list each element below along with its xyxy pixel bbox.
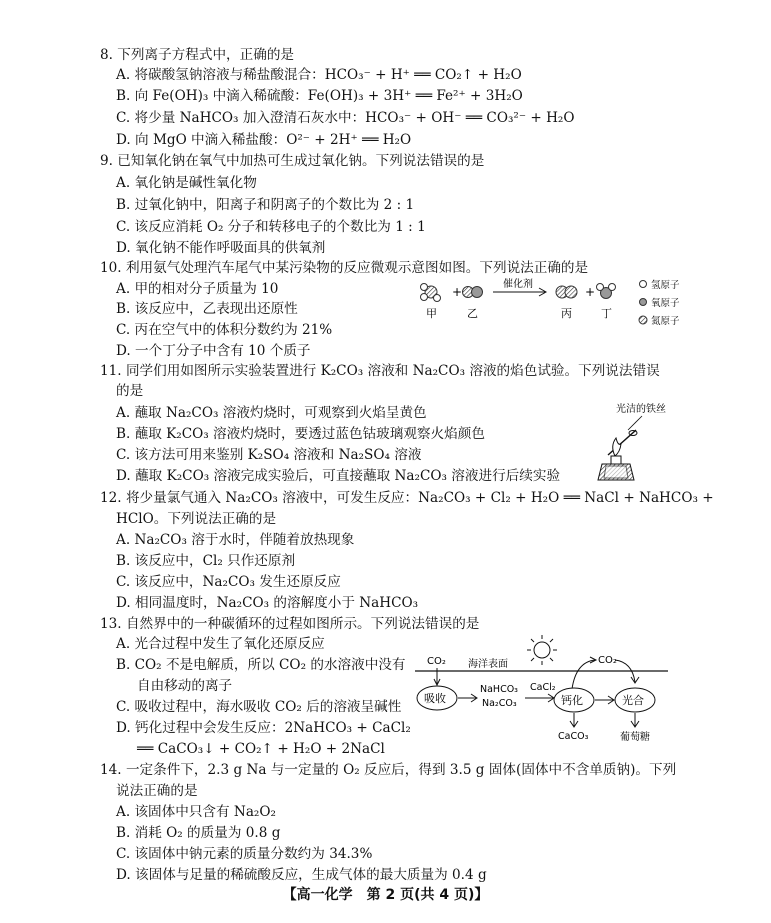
co2-left-label: CO₂: [427, 656, 446, 667]
mid-na2co3: Na₂CO₃: [482, 698, 517, 709]
q13-option-d-line2: ══ CaCO₃↓ + CO₂↑ + H₂O + 2NaCl: [137, 741, 385, 757]
q10-option-c: C. 丙在空气中的体积分数约为 21%: [116, 322, 333, 338]
molecule-yi: [463, 287, 483, 298]
q13-option-d-line1: D. 钙化过程中会发生反应：2NaHCO₃ + CaCl₂: [116, 720, 411, 736]
q12-option-c: C. 该反应中，Na₂CO₃ 发生还原反应: [116, 574, 341, 590]
q14-stem-line1: 14. 一定条件下，2.3 g Na 与一定量的 O₂ 反应后，得到 3.5 g 固体(固体中不含单质钠)。下列: [100, 762, 677, 778]
q11-stem-line2: 的是: [116, 383, 144, 399]
q14-option-d: D. 该固体与足量的稀硫酸反应，生成气体的最大质量为 0.4 g: [116, 867, 487, 883]
q11-option-c: C. 该方法可用来鉴别 K₂SO₄ 溶液和 Na₂SO₄ 溶液: [116, 447, 422, 463]
q12-stem-line1: 12. 将少量氯气通入 Na₂CO₃ 溶液中，可发生反应：Na₂CO₃ + Cl₂ + H₂O ══ NaCl + NaHCO₃ +: [100, 490, 714, 506]
co2-right-label: CO₂: [598, 655, 617, 666]
molecule-ding: [597, 284, 616, 299]
label-bing: 丙: [561, 307, 572, 320]
q8-option-b: B. 向 Fe(OH)₃ 中滴入稀硫酸：Fe(OH)₃ + 3H⁺ ══ Fe²⁺ + 3H₂O: [116, 88, 523, 104]
q11-option-d: D. 蘸取 K₂CO₃ 溶液完成实验后，可直接蘸取 Na₂CO₃ 溶液进行后续实验: [116, 468, 561, 484]
q13-option-c: C. 吸收过程中，海水吸收 CO₂ 后的溶液呈碱性: [116, 699, 402, 715]
q9-option-d: D. 氧化钠不能作呼吸面具的供氧剂: [116, 240, 326, 256]
node-absorb: 吸收: [424, 692, 446, 705]
q13-option-a: A. 光合过程中发生了氧化还原反应: [116, 636, 325, 652]
legend-hydrogen: 氢原子: [651, 280, 680, 291]
q12-option-a: A. Na₂CO₃ 溶于水时，伴随着放热现象: [116, 532, 355, 548]
product-glucose: 葡萄糖: [620, 732, 650, 743]
q14-stem-line2: 说法正确的是: [116, 783, 198, 799]
legend-nitrogen: 氮原子: [651, 316, 680, 327]
reaction-diagram: [415, 276, 705, 344]
q10-option-d: D. 一个丁分子中含有 10 个质子: [116, 343, 311, 359]
q8-option-a: A. 将碳酸氢钠溶液与稀盐酸混合：HCO₃⁻ + H⁺ ══ CO₂↑ + H₂O: [116, 67, 522, 83]
q12-option-d: D. 相同温度时，Na₂CO₃ 的溶解度小于 NaHCO₃: [116, 595, 419, 611]
product-caco3: CaCO₃: [558, 731, 589, 742]
node-calcification: 钙化: [561, 694, 583, 707]
svg-text:+: +: [585, 285, 596, 299]
cacl2-label: CaCl₂: [530, 682, 556, 693]
svg-text:+: +: [452, 285, 463, 299]
q13-stem: 13. 自然界中的一种碳循环的过程如图所示。下列说法错误的是: [100, 616, 480, 632]
wire-label: 光洁的铁丝: [616, 404, 666, 415]
q8-option-d: D. 向 MgO 中滴入稀盐酸：O²⁻ + 2H⁺ ══ H₂O: [116, 132, 412, 148]
q13-option-b-line1: B. CO₂ 不是电解质，所以 CO₂ 的水溶液中没有: [116, 657, 406, 673]
page-footer: 【高一化学 第 2 页(共 4 页)】: [282, 887, 489, 903]
q11-option-b: B. 蘸取 K₂CO₃ 溶液灼烧时，要透过蓝色钴玻璃观察火焰颜色: [116, 426, 485, 442]
catalyst-label: 催化剂: [503, 279, 533, 290]
q9-option-c: C. 该反应消耗 O₂ 分子和转移电子的个数比为 1 : 1: [116, 219, 426, 235]
q11-stem-line1: 11. 同学们用如图所示实验装置进行 K₂CO₃ 溶液和 Na₂CO₃ 溶液的焰色试验。下列说法错误: [100, 363, 660, 379]
label-jia: 甲: [426, 307, 437, 320]
molecule-jia: [421, 284, 441, 302]
q10-stem: 10. 利用氨气处理汽车尾气中某污染物的反应微观示意图如图。下列说法正确的是: [100, 260, 589, 276]
q14-option-a: A. 该固体中只含有 Na₂O₂: [116, 804, 276, 820]
label-ding: 丁: [601, 307, 612, 320]
flame-test-apparatus: [590, 400, 710, 488]
q14-option-c: C. 该固体中钠元素的质量分数约为 34.3%: [116, 846, 373, 862]
label-yi: 乙: [467, 307, 478, 320]
sea-surface-label: 海洋表面: [468, 659, 508, 670]
q8-stem: 8. 下列离子方程式中，正确的是: [100, 47, 295, 63]
mid-nahco3: NaHCO₃: [480, 684, 518, 695]
carbon-cycle-diagram: [410, 632, 675, 762]
q12-option-b: B. 该反应中，Cl₂ 只作还原剂: [116, 553, 296, 569]
sun-icon: [527, 635, 557, 665]
q10-option-a: A. 甲的相对分子质量为 10: [116, 281, 279, 297]
q9-stem: 9. 已知氧化钠在氧气中加热可生成过氧化钠。下列说法错误的是: [100, 153, 485, 169]
legend-oxygen: 氧原子: [651, 298, 680, 309]
q11-option-a: A. 蘸取 Na₂CO₃ 溶液灼烧时，可观察到火焰呈黄色: [116, 405, 427, 421]
q8-option-c: C. 将少量 NaHCO₃ 加入澄清石灰水中：HCO₃⁻ + OH⁻ ══ CO₃²⁻ + H₂O: [116, 110, 575, 126]
q10-option-b: B. 该反应中，乙表现出还原性: [116, 301, 298, 317]
q12-stem-line2: HClO。下列说法正确的是: [116, 511, 277, 527]
q14-option-b: B. 消耗 O₂ 的质量为 0.8 g: [116, 825, 281, 841]
molecule-bing: [556, 286, 577, 298]
node-photosynthesis: 光合: [622, 694, 644, 707]
q9-option-b: B. 过氧化钠中，阳离子和阴离子的个数比为 2 : 1: [116, 197, 415, 213]
q9-option-a: A. 氧化钠是碱性氧化物: [116, 175, 257, 191]
q13-option-b-line2: 自由移动的离子: [137, 678, 233, 694]
